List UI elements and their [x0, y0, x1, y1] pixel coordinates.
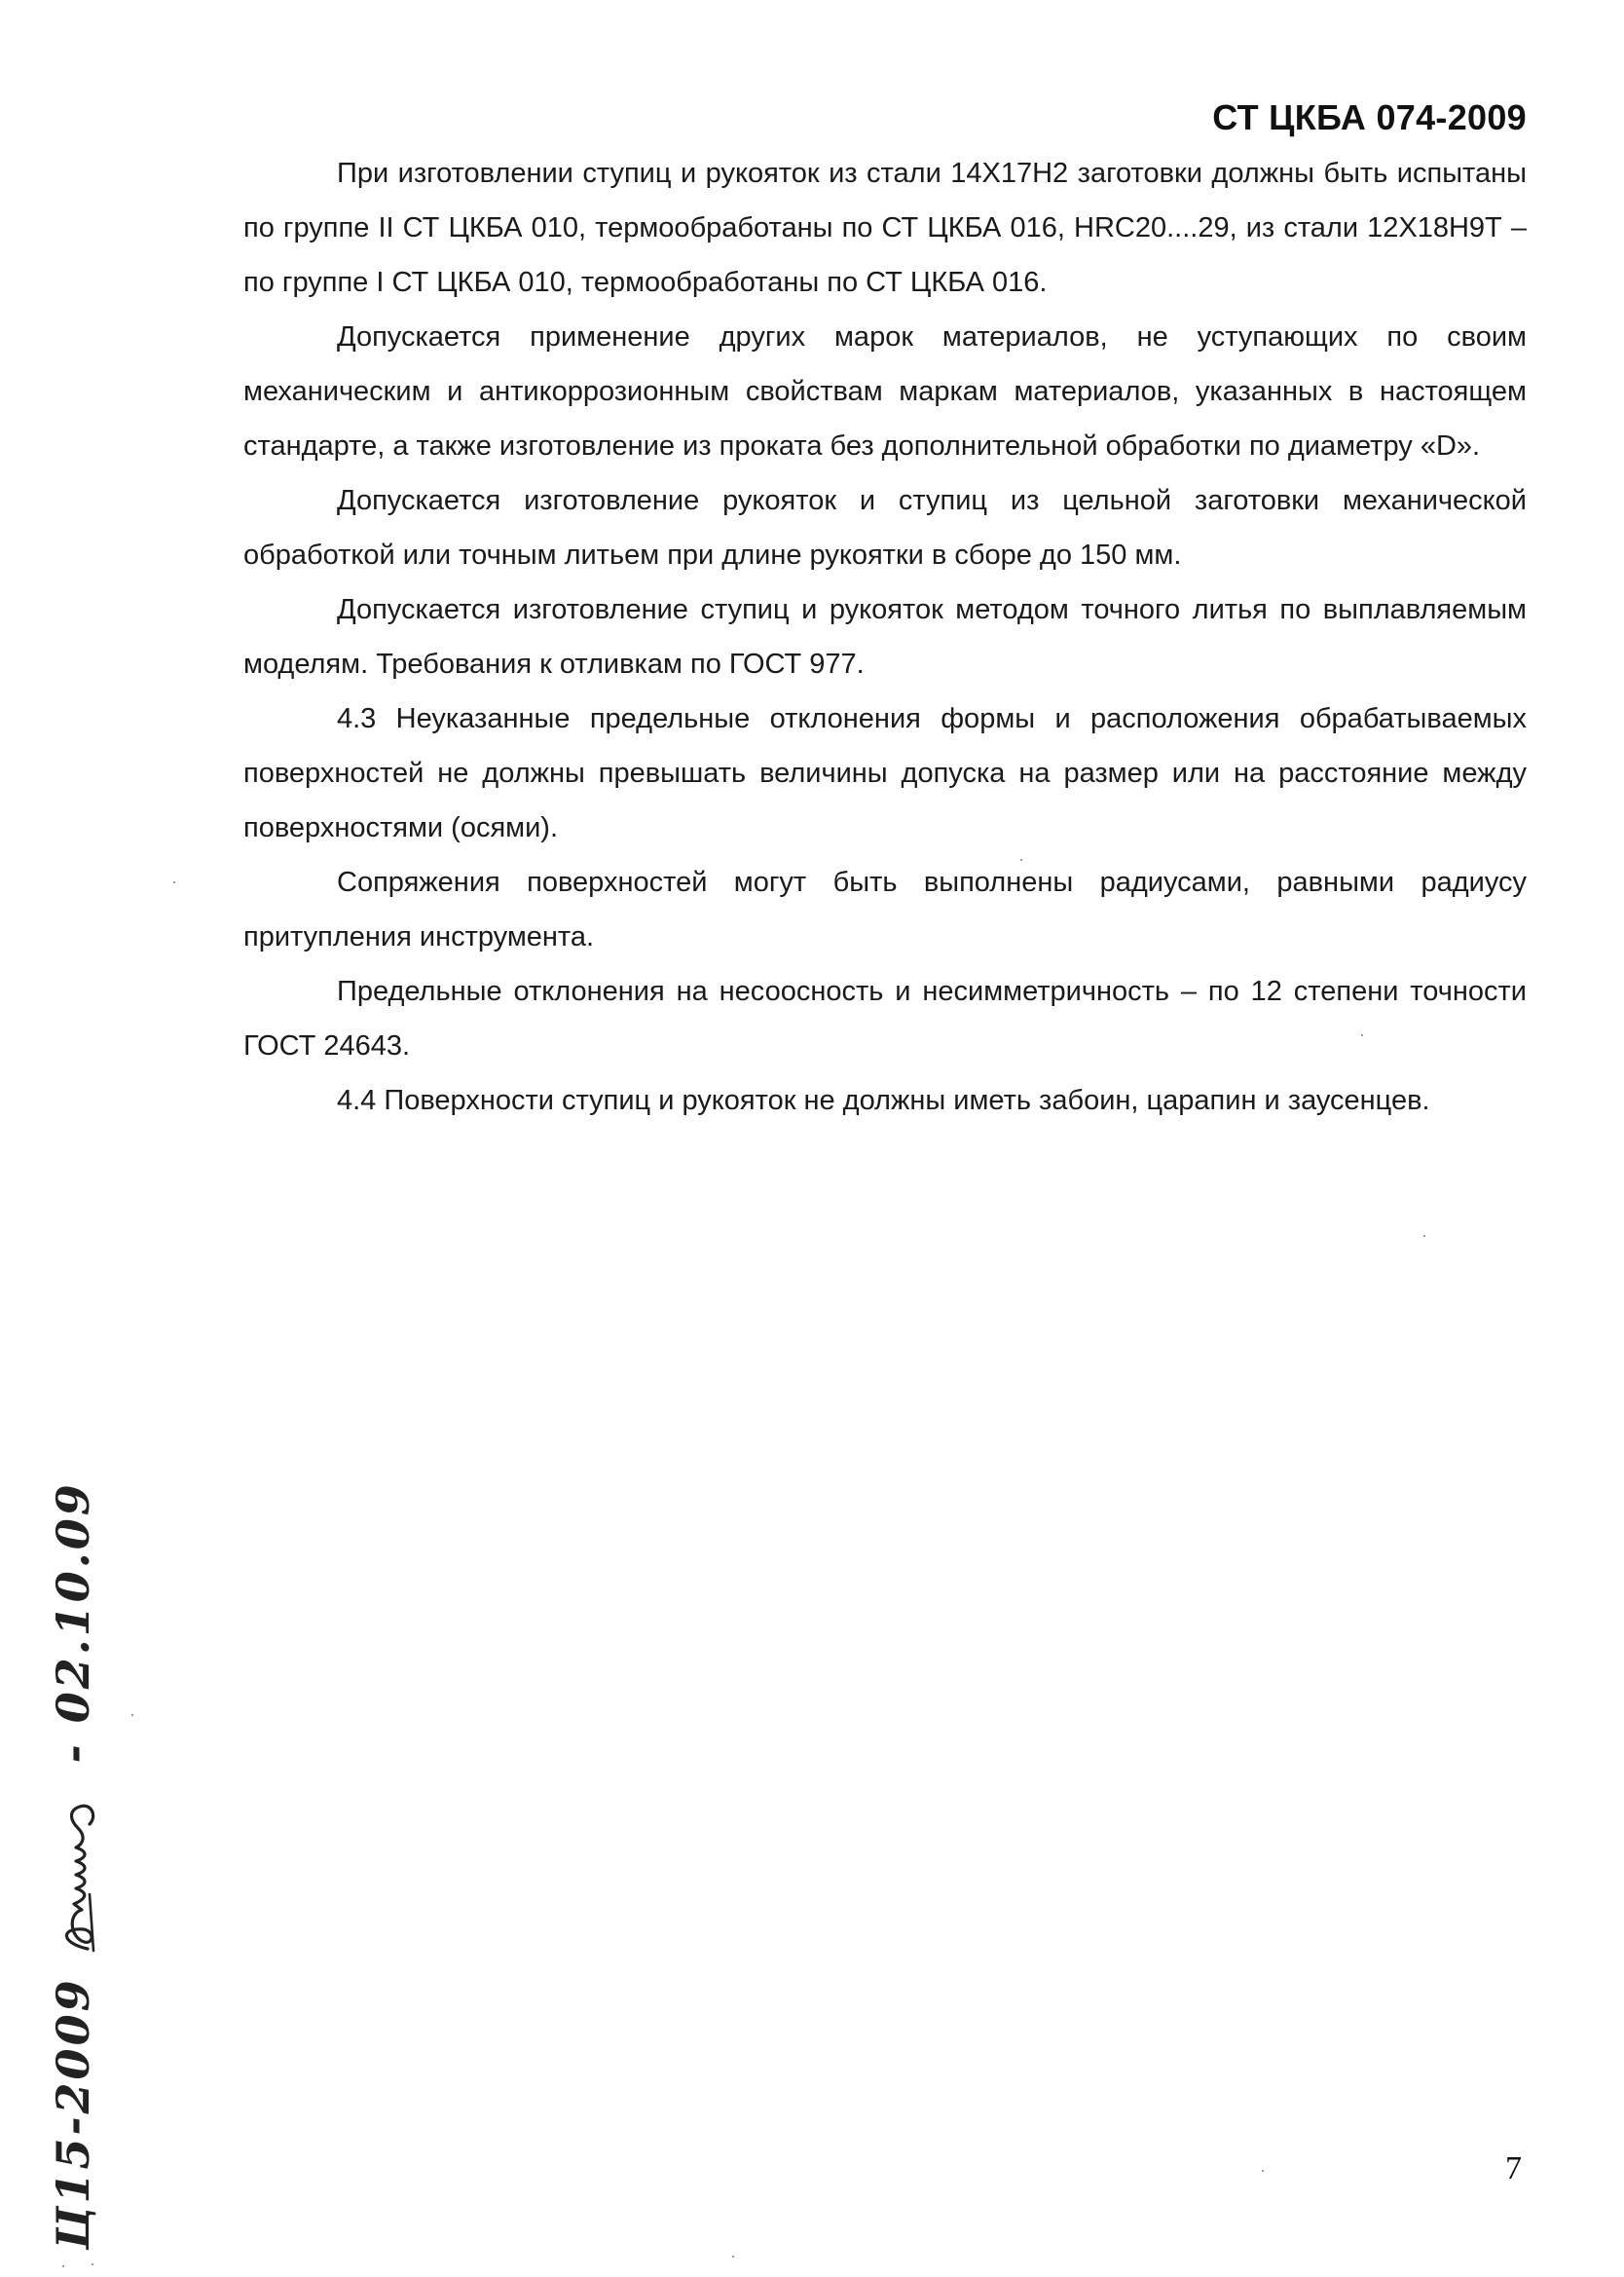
paragraph-4-4-surfaces: 4.4 Поверхности ступиц и рукояток не должны иметь забоин, царапин и заусенцев. [337, 1085, 1430, 1116]
scan-speck [1262, 2170, 1264, 2172]
scan-speck [1361, 1034, 1363, 1036]
handwritten-note-number: Ц15-2009 [47, 1977, 99, 2250]
handwritten-registration-note [47, 1481, 99, 2250]
handwritten-note-date: - 02.10.09 [47, 1481, 99, 1764]
scan-speck [1020, 859, 1022, 861]
document-code-header: СТ ЦКБА 074-2009 [1212, 97, 1527, 137]
paragraph-alignment-deviations: Предельные отклонения на несоосность и несимметричность – по 12 степени точности ГОСТ 24643. [243, 976, 1527, 1062]
page-number: 7 [1505, 2150, 1522, 2186]
scan-speck [92, 2263, 93, 2265]
scan-speck [131, 1714, 133, 1716]
paragraph-other-materials: Допускается применение других марок материалов, не уступающих по своим механическим и антикоррозионным свойствам маркам материалов, указанных в настоящем стандарте, а также изготовление из проката без дополнительной обработки по диаметру «D». [243, 321, 1527, 462]
paragraph-4-3-tolerances: 4.3 Неуказанные предельные отклонения формы и расположения обрабатываемых поверхностей не должны превышать величины допуска на размер или на расстояние между поверхностями (осями). [243, 703, 1527, 843]
paragraph-investment-casting: Допускается изготовление ступиц и рукояток методом точного литья по выплавляемым моделям. Требования к отливкам по ГОСТ 977. [243, 594, 1527, 680]
paragraph-steel-testing: При изготовлении ступиц и рукояток из стали 14Х17Н2 заготовки должны быть испытаны по группе II СТ ЦКБА 010, термообработаны по СТ ЦКБА 016, HRC20....29, из стали 12Х18Н9Т – по группе I СТ ЦКБА 010, термообработаны по СТ ЦКБА 016. [243, 158, 1527, 298]
scan-speck [1423, 1235, 1425, 1237]
scan-speck [732, 2256, 734, 2258]
paragraph-surface-fillets: Сопряжения поверхностей могут быть выполнены радиусами, равными радиусу притупления инструмента. [243, 867, 1527, 952]
scan-speck [173, 881, 175, 883]
scan-speck [62, 2265, 64, 2267]
handwritten-signature [55, 1787, 99, 1953]
paragraph-solid-blank: Допускается изготовление рукояток и ступиц из цельной заготовки механической обработкой или точным литьем при длине рукоятки в сборе до 150 мм. [243, 485, 1527, 571]
body-text [243, 146, 1527, 1128]
